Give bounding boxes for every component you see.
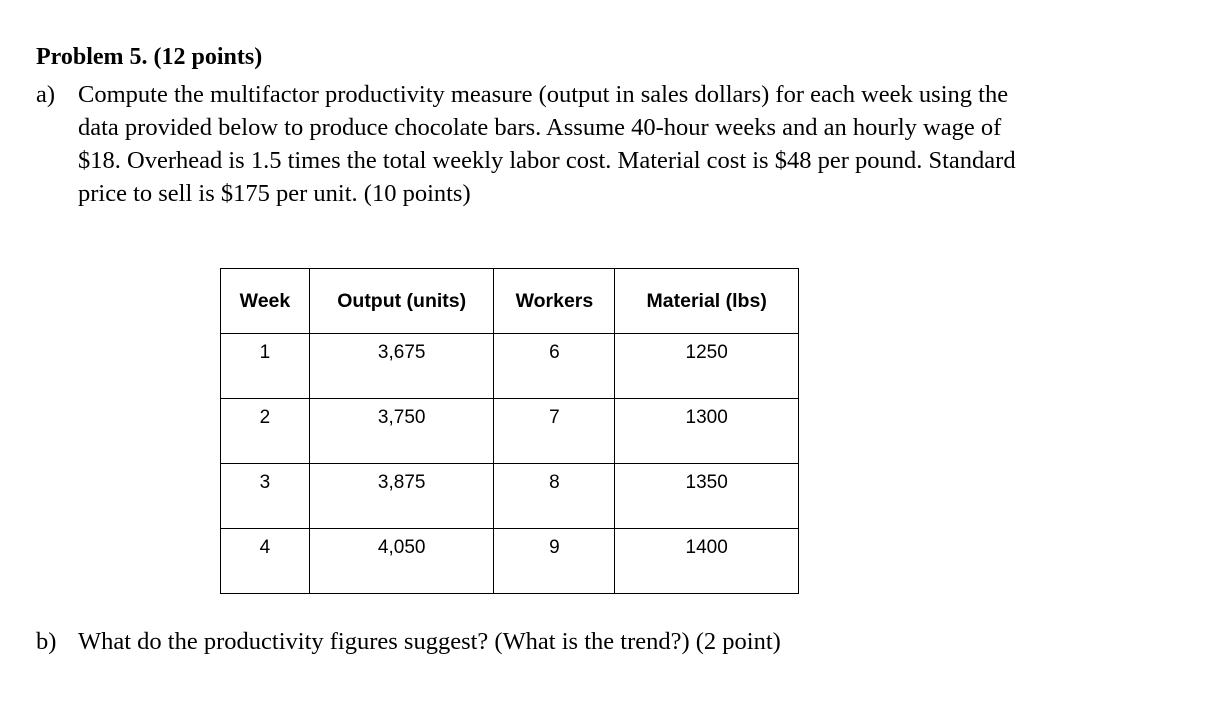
table-row [221, 334, 799, 399]
part-a-marker: a) [36, 81, 56, 108]
cell-workers: 6 [494, 334, 615, 399]
cell-output: 4,050 [309, 529, 494, 594]
table-row [221, 399, 799, 464]
data-table [220, 268, 799, 594]
cell-workers: 7 [494, 399, 615, 464]
header-workers: Workers [494, 269, 615, 334]
cell-material: 1350 [615, 464, 799, 529]
part-b-text: What do the productivity figures suggest? (What is the trend?) (2 point) [78, 628, 781, 655]
cell-output: 3,675 [309, 334, 494, 399]
cell-week: 4 [221, 529, 310, 594]
part-a-line: price to sell is $175 per unit. (10 points) [78, 180, 471, 207]
table-row [221, 529, 799, 594]
part-a-line: Compute the multifactor productivity measure (output in sales dollars) for each week using the [78, 81, 1009, 108]
cell-workers: 9 [494, 529, 615, 594]
cell-week: 2 [221, 399, 310, 464]
part-a-line: $18. Overhead is 1.5 times the total weekly labor cost. Material cost is $48 per pound. Standard [78, 147, 1016, 174]
part-a [36, 78, 1226, 210]
table-row [221, 464, 799, 529]
problem-title: Problem 5. (12 points) [36, 44, 263, 70]
header-output: Output (units) [309, 269, 494, 334]
cell-workers: 8 [494, 464, 615, 529]
cell-output: 3,750 [309, 399, 494, 464]
cell-material: 1250 [615, 334, 799, 399]
cell-week: 1 [221, 334, 310, 399]
part-a-line: data provided below to produce chocolate bars. Assume 40-hour weeks and an hourly wage of [78, 114, 1002, 141]
cell-week: 3 [221, 464, 310, 529]
cell-material: 1400 [615, 529, 799, 594]
header-week: Week [221, 269, 310, 334]
table-header-row [221, 269, 799, 334]
part-b-marker: b) [36, 628, 57, 655]
header-material: Material (lbs) [615, 269, 799, 334]
part-a-text [78, 78, 1226, 210]
cell-output: 3,875 [309, 464, 494, 529]
cell-material: 1300 [615, 399, 799, 464]
part-b [36, 625, 1226, 658]
